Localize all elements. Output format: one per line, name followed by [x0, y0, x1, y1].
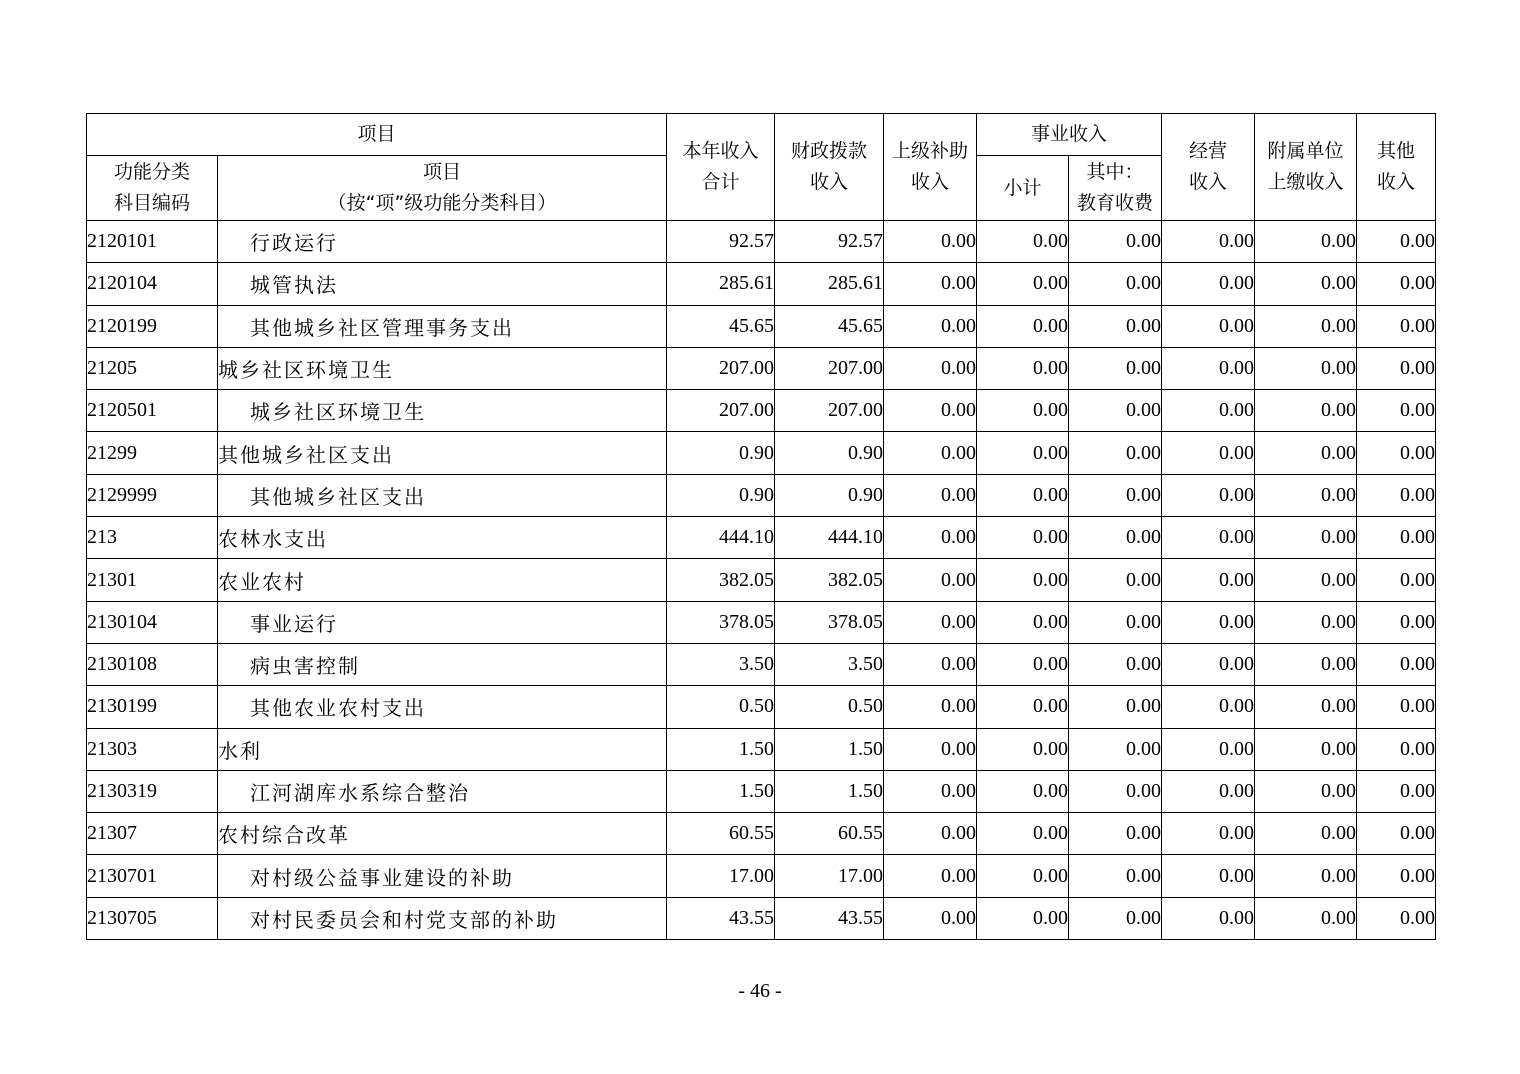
amount-cell: 285.61	[775, 263, 884, 305]
amount-cell: 0.00	[1162, 855, 1255, 897]
amount-cell: 0.00	[1069, 855, 1162, 897]
amount-cell: 0.90	[775, 432, 884, 474]
amount-cell: 0.00	[1357, 474, 1436, 516]
table-row	[87, 728, 1436, 770]
table-row	[87, 221, 1436, 263]
amount-cell: 0.00	[884, 263, 977, 305]
amount-cell: 0.00	[1357, 263, 1436, 305]
amount-cell: 0.00	[884, 305, 977, 347]
amount-cell: 0.00	[1255, 686, 1357, 728]
amount-cell: 0.00	[1357, 221, 1436, 263]
amount-cell: 0.00	[1255, 390, 1357, 432]
amount-cell: 0.50	[775, 686, 884, 728]
page-number: - 46 -	[738, 980, 782, 1002]
table-row	[87, 390, 1436, 432]
header-superior-subsidy: 上级补助 收入	[884, 114, 977, 221]
function-code-cell: 2129999	[87, 474, 218, 516]
item-name-cell: 其他城乡社区管理事务支出	[218, 305, 667, 347]
amount-cell: 382.05	[667, 559, 775, 601]
amount-cell: 17.00	[775, 855, 884, 897]
amount-cell: 0.00	[1069, 559, 1162, 601]
function-code-cell: 2130319	[87, 770, 218, 812]
amount-cell: 0.00	[977, 643, 1069, 685]
amount-cell: 0.00	[1069, 305, 1162, 347]
amount-cell: 0.00	[1357, 770, 1436, 812]
amount-cell: 3.50	[775, 643, 884, 685]
amount-cell: 0.00	[1162, 897, 1255, 939]
header-project: 项目	[87, 114, 667, 156]
table-row	[87, 686, 1436, 728]
item-name-cell: 农林水支出	[218, 517, 667, 559]
item-name-cell: 农业农村	[218, 559, 667, 601]
amount-cell: 378.05	[667, 601, 775, 643]
amount-cell: 0.00	[1162, 432, 1255, 474]
item-name-cell: 其他城乡社区支出	[218, 474, 667, 516]
amount-cell: 0.00	[1255, 474, 1357, 516]
amount-cell: 1.50	[775, 728, 884, 770]
amount-cell: 45.65	[775, 305, 884, 347]
amount-cell: 0.00	[1357, 855, 1436, 897]
amount-cell: 0.00	[1162, 517, 1255, 559]
amount-cell: 0.00	[884, 221, 977, 263]
amount-cell: 0.00	[1255, 517, 1357, 559]
table-row	[87, 305, 1436, 347]
amount-cell: 0.00	[1069, 770, 1162, 812]
function-code-cell: 213	[87, 517, 218, 559]
amount-cell: 0.00	[1162, 390, 1255, 432]
amount-cell: 0.00	[1255, 347, 1357, 389]
amount-cell: 0.00	[1162, 559, 1255, 601]
amount-cell: 0.00	[1069, 432, 1162, 474]
amount-cell: 444.10	[667, 517, 775, 559]
amount-cell: 0.00	[1162, 347, 1255, 389]
header-other-income: 其他 收入	[1357, 114, 1436, 221]
function-code-cell: 21299	[87, 432, 218, 474]
header-subtotal: 小计	[977, 156, 1069, 221]
amount-cell: 0.00	[1255, 221, 1357, 263]
function-code-cell: 2130705	[87, 897, 218, 939]
amount-cell: 0.00	[1255, 770, 1357, 812]
header-fiscal-allocation: 财政拨款 收入	[775, 114, 884, 221]
item-name-cell: 病虫害控制	[218, 643, 667, 685]
table-row	[87, 770, 1436, 812]
amount-cell: 0.00	[1255, 305, 1357, 347]
amount-cell: 0.00	[977, 474, 1069, 516]
amount-cell: 0.00	[884, 813, 977, 855]
amount-cell: 0.00	[1357, 728, 1436, 770]
table-row	[87, 601, 1436, 643]
amount-cell: 0.00	[1162, 643, 1255, 685]
item-name-cell: 其他城乡社区支出	[218, 432, 667, 474]
amount-cell: 0.00	[1357, 686, 1436, 728]
amount-cell: 0.00	[1255, 813, 1357, 855]
amount-cell: 0.00	[884, 601, 977, 643]
amount-cell: 0.00	[1357, 813, 1436, 855]
item-name-cell: 江河湖库水系综合整治	[218, 770, 667, 812]
amount-cell: 0.00	[1069, 221, 1162, 263]
amount-cell: 0.00	[884, 897, 977, 939]
amount-cell: 0.00	[1357, 897, 1436, 939]
item-name-cell: 水利	[218, 728, 667, 770]
amount-cell: 0.00	[884, 643, 977, 685]
amount-cell: 0.00	[884, 728, 977, 770]
amount-cell: 0.00	[977, 263, 1069, 305]
item-name-cell: 对村民委员会和村党支部的补助	[218, 897, 667, 939]
function-code-cell: 21307	[87, 813, 218, 855]
amount-cell: 0.00	[1162, 305, 1255, 347]
amount-cell: 0.00	[1255, 643, 1357, 685]
item-name-cell: 城乡社区环境卫生	[218, 390, 667, 432]
amount-cell: 444.10	[775, 517, 884, 559]
amount-cell: 207.00	[775, 347, 884, 389]
amount-cell: 207.00	[775, 390, 884, 432]
item-name-cell: 事业运行	[218, 601, 667, 643]
amount-cell: 0.00	[1069, 390, 1162, 432]
amount-cell: 0.00	[884, 686, 977, 728]
amount-cell: 0.00	[1357, 305, 1436, 347]
amount-cell: 0.00	[1357, 601, 1436, 643]
function-code-cell: 2130108	[87, 643, 218, 685]
amount-cell: 0.00	[1255, 432, 1357, 474]
amount-cell: 0.00	[1162, 263, 1255, 305]
amount-cell: 0.00	[1162, 474, 1255, 516]
amount-cell: 0.00	[1357, 517, 1436, 559]
function-code-cell: 21303	[87, 728, 218, 770]
amount-cell: 0.00	[1162, 770, 1255, 812]
amount-cell: 0.00	[1357, 559, 1436, 601]
amount-cell: 0.00	[1069, 643, 1162, 685]
item-name-cell: 对村级公益事业建设的补助	[218, 855, 667, 897]
amount-cell: 0.00	[977, 347, 1069, 389]
amount-cell: 0.00	[1069, 517, 1162, 559]
item-name-cell: 农村综合改革	[218, 813, 667, 855]
table-body	[87, 221, 1436, 940]
amount-cell: 43.55	[667, 897, 775, 939]
amount-cell: 0.00	[977, 517, 1069, 559]
amount-cell: 0.00	[884, 347, 977, 389]
table-row	[87, 517, 1436, 559]
header-annual-income-total: 本年收入 合计	[667, 114, 775, 221]
function-code-cell: 21205	[87, 347, 218, 389]
amount-cell: 0.00	[977, 770, 1069, 812]
header-function-code: 功能分类 科目编码	[87, 156, 218, 221]
amount-cell: 0.00	[977, 897, 1069, 939]
amount-cell: 0.00	[1162, 601, 1255, 643]
amount-cell: 0.00	[1357, 390, 1436, 432]
table-header	[87, 114, 1436, 221]
function-code-cell: 2130104	[87, 601, 218, 643]
amount-cell: 207.00	[667, 347, 775, 389]
amount-cell: 60.55	[775, 813, 884, 855]
amount-cell: 0.00	[884, 390, 977, 432]
amount-cell: 17.00	[667, 855, 775, 897]
amount-cell: 0.00	[977, 601, 1069, 643]
amount-cell: 0.00	[1357, 432, 1436, 474]
header-operating-income: 经营 收入	[1162, 114, 1255, 221]
amount-cell: 60.55	[667, 813, 775, 855]
amount-cell: 0.00	[1069, 263, 1162, 305]
amount-cell: 0.00	[1069, 897, 1162, 939]
amount-cell: 0.50	[667, 686, 775, 728]
table-row	[87, 897, 1436, 939]
amount-cell: 0.00	[1069, 601, 1162, 643]
amount-cell: 0.00	[1357, 347, 1436, 389]
function-code-cell: 2120501	[87, 390, 218, 432]
amount-cell: 0.00	[977, 728, 1069, 770]
table-row	[87, 432, 1436, 474]
amount-cell: 0.00	[884, 559, 977, 601]
function-code-cell: 21301	[87, 559, 218, 601]
amount-cell: 0.90	[667, 432, 775, 474]
income-budget-table	[86, 113, 1436, 940]
amount-cell: 0.00	[977, 432, 1069, 474]
amount-cell: 0.00	[884, 770, 977, 812]
amount-cell: 43.55	[775, 897, 884, 939]
table-row	[87, 855, 1436, 897]
amount-cell: 0.00	[1069, 728, 1162, 770]
amount-cell: 0.00	[977, 559, 1069, 601]
function-code-cell: 2130701	[87, 855, 218, 897]
amount-cell: 0.00	[977, 305, 1069, 347]
table-row	[87, 559, 1436, 601]
amount-cell: 382.05	[775, 559, 884, 601]
amount-cell: 207.00	[667, 390, 775, 432]
amount-cell: 0.00	[977, 855, 1069, 897]
header-education-fees: 其中： 教育收费	[1069, 156, 1162, 221]
function-code-cell: 2130199	[87, 686, 218, 728]
amount-cell: 1.50	[667, 728, 775, 770]
amount-cell: 285.61	[667, 263, 775, 305]
function-code-cell: 2120104	[87, 263, 218, 305]
item-name-cell: 其他农业农村支出	[218, 686, 667, 728]
amount-cell: 0.00	[1255, 855, 1357, 897]
amount-cell: 0.00	[1069, 813, 1162, 855]
amount-cell: 0.00	[884, 474, 977, 516]
amount-cell: 0.00	[1162, 728, 1255, 770]
amount-cell: 1.50	[775, 770, 884, 812]
item-name-cell: 城管执法	[218, 263, 667, 305]
amount-cell: 0.00	[884, 432, 977, 474]
amount-cell: 0.00	[1069, 347, 1162, 389]
table-row	[87, 263, 1436, 305]
amount-cell: 0.00	[977, 686, 1069, 728]
amount-cell: 0.00	[977, 390, 1069, 432]
amount-cell: 0.00	[1255, 897, 1357, 939]
amount-cell: 0.00	[1162, 686, 1255, 728]
amount-cell: 0.00	[1255, 728, 1357, 770]
amount-cell: 3.50	[667, 643, 775, 685]
amount-cell: 0.00	[977, 221, 1069, 263]
amount-cell: 0.90	[775, 474, 884, 516]
amount-cell: 92.57	[775, 221, 884, 263]
amount-cell: 0.00	[1162, 221, 1255, 263]
amount-cell: 0.00	[1069, 686, 1162, 728]
table-row	[87, 474, 1436, 516]
amount-cell: 0.00	[977, 813, 1069, 855]
amount-cell: 0.00	[1255, 559, 1357, 601]
item-name-cell: 行政运行	[218, 221, 667, 263]
function-code-cell: 2120101	[87, 221, 218, 263]
amount-cell: 0.00	[1162, 813, 1255, 855]
table-row	[87, 813, 1436, 855]
amount-cell: 0.00	[1255, 263, 1357, 305]
amount-cell: 1.50	[667, 770, 775, 812]
table-row	[87, 347, 1436, 389]
amount-cell: 0.90	[667, 474, 775, 516]
amount-cell: 0.00	[1069, 474, 1162, 516]
function-code-cell: 2120199	[87, 305, 218, 347]
amount-cell: 0.00	[884, 855, 977, 897]
amount-cell: 92.57	[667, 221, 775, 263]
amount-cell: 0.00	[884, 517, 977, 559]
header-affiliated-income: 附属单位 上缴收入	[1255, 114, 1357, 221]
header-business-income: 事业收入	[977, 114, 1162, 156]
amount-cell: 45.65	[667, 305, 775, 347]
header-project-detail: 项目 （按“项”级功能分类科目）	[218, 156, 667, 221]
amount-cell: 378.05	[775, 601, 884, 643]
amount-cell: 0.00	[1357, 643, 1436, 685]
amount-cell: 0.00	[1255, 601, 1357, 643]
item-name-cell: 城乡社区环境卫生	[218, 347, 667, 389]
table-row	[87, 643, 1436, 685]
